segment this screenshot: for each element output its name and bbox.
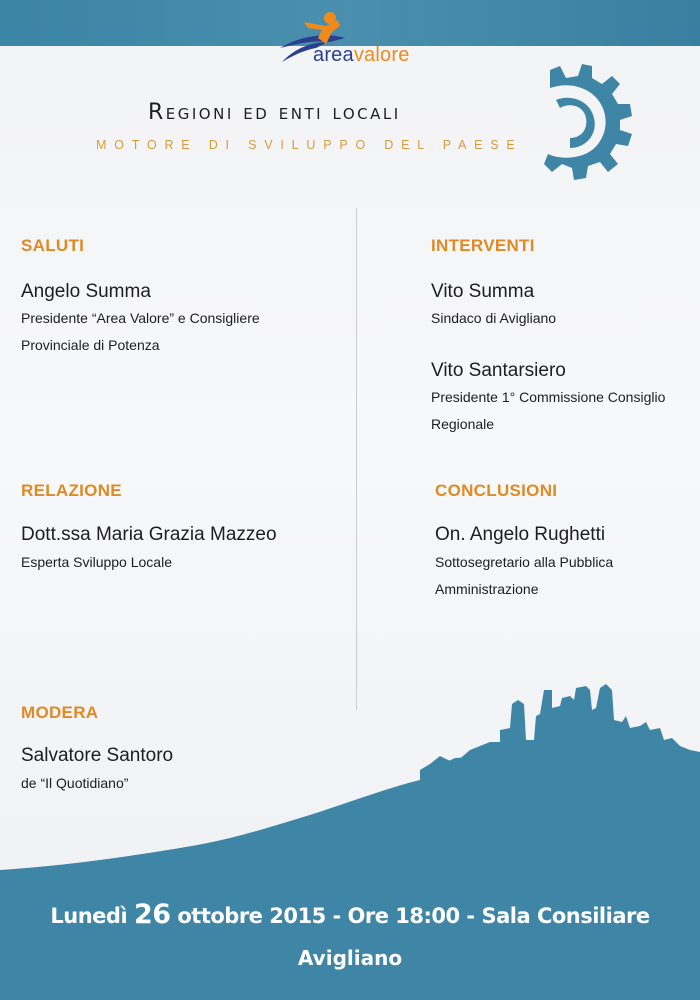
modera-name: Salvatore Santoro bbox=[21, 745, 174, 766]
event-subtitle: MOTORE DI SVILUPPO DEL PAESE bbox=[96, 138, 523, 152]
conclusioni-heading: CONCLUSIONI bbox=[435, 481, 558, 500]
event-footer bbox=[0, 895, 700, 980]
saluti-role-line1: Presidente “Area Valore” e Consigliere bbox=[21, 310, 260, 326]
logo-text-valore: valore bbox=[353, 44, 410, 66]
conclusioni-name: On. Angelo Rughetti bbox=[435, 524, 606, 545]
relazione-role: Esperta Sviluppo Locale bbox=[21, 554, 172, 570]
interventi-speaker1-name: Vito Summa bbox=[431, 281, 535, 302]
interventi-speaker1-role: Sindaco di Avigliano bbox=[431, 310, 557, 326]
conclusioni-role-line2: Amministrazione bbox=[435, 581, 539, 597]
event-date-line bbox=[0, 895, 700, 936]
saluti-role-line2: Provinciale di Potenza bbox=[21, 337, 160, 353]
column-divider bbox=[356, 208, 357, 710]
footer-weekday: Lunedì bbox=[50, 904, 128, 928]
modera-role: de “Il Quotidiano” bbox=[21, 775, 129, 791]
conclusioni-role-line1: Sottosegretario alla Pubblica bbox=[435, 554, 614, 570]
event-title: Regioni ed enti locali bbox=[148, 100, 401, 125]
footer-date-rest: ottobre 2015 - Ore 18:00 - Sala Consiliare bbox=[177, 904, 650, 928]
gear-icon bbox=[490, 60, 646, 186]
event-place: Avigliano bbox=[297, 946, 403, 970]
modera-heading: MODERA bbox=[21, 703, 99, 722]
interventi-speaker2-name: Vito Santarsiero bbox=[431, 360, 566, 381]
interventi-heading: INTERVENTI bbox=[431, 236, 535, 255]
relazione-heading: RELAZIONE bbox=[21, 481, 122, 500]
logo-text-area: area bbox=[313, 44, 354, 66]
relazione-name: Dott.ssa Maria Grazia Mazzeo bbox=[21, 524, 277, 545]
interventi-speaker2-role-line1: Presidente 1° Commissione Consiglio bbox=[431, 389, 666, 405]
interventi-speaker2-role-line2: Regionale bbox=[431, 416, 495, 432]
saluti-name: Angelo Summa bbox=[21, 281, 151, 302]
footer-day: 26 bbox=[133, 899, 171, 930]
logo-wordmark bbox=[313, 44, 410, 67]
saluti-heading: SALUTI bbox=[21, 236, 85, 255]
